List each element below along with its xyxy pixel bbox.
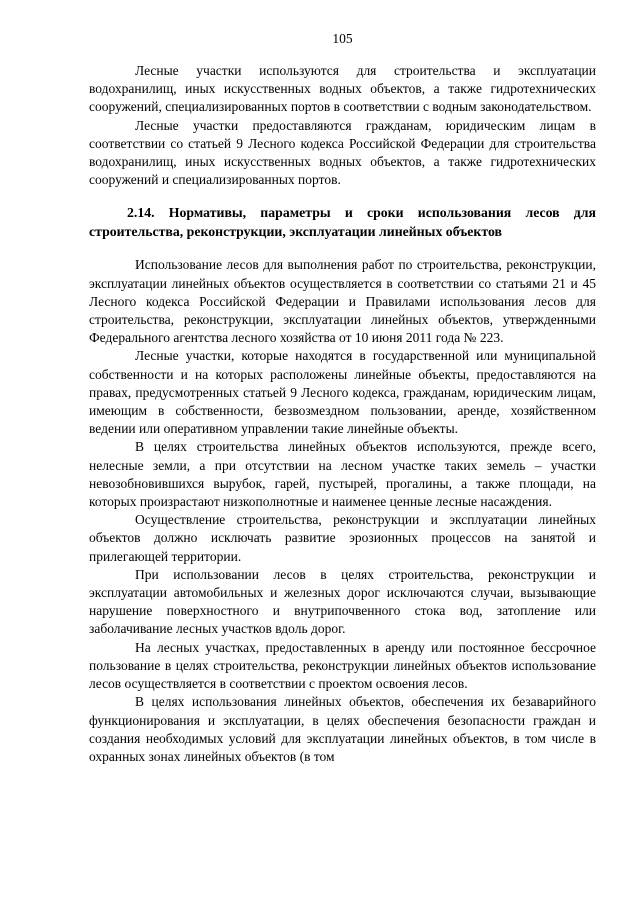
body-paragraph: Использование лесов для выполнения работ по строительства, реконструкции, эксплуатации линейных объектов осуществляется в соответствии со статьями 21 и 45 Лесного кодекса Российской Федерации и Правилами использования лесов для строительства, реконструкции, эксплуатации линейных объектов, утвержденными Федерального агентства лесного хозяйства от 10 июня 2011 года № 223. [89, 257, 596, 346]
body-paragraph: Лесные участки, которые находятся в государственной или муниципальной собственности и на которых расположены линейные объекты, предоставляются на правах, предусмотренных статьей 9 Лесного кодекса, гражданам, юридическим лицам, имеющим в собственности, безвозмездном пользовании, аренде, хозяйственном ведении или оперативном управлении такие линейные объекты. [89, 348, 596, 437]
document-page [89, 30, 596, 766]
body-paragraph: В целях строительства линейных объектов используются, прежде всего, нелесные земли, а при отсутствии на лесном участке таких земель – участки невозобновившихся вырубок, гарей, пустырей, прогалины, а также площади, на которых произрастают низкополнотные и наименее ценные лесные насаждения. [89, 439, 596, 510]
body-paragraph: На лесных участках, предоставленных в аренду или постоянное бессрочное пользование в целях строительства, реконструкции линейных объектов использование лесов осуществляется в соответствии с проектом освоения лесов. [89, 639, 596, 692]
body-paragraph: В целях использования линейных объектов, обеспечения их безаварийного функционирования и эксплуатации, в целях обеспечения безопасности граждан и создания необходимых условий для эксплуатации линейных объектов, в том числе в охранных зонах линейных объектов (в том [89, 694, 596, 764]
section-heading: 2.14. Нормативы, параметры и сроки использования лесов для строительства, реконструкции, эксплуатации линейных объектов [89, 205, 596, 240]
body-paragraph: Лесные участки предоставляются гражданам, юридическим лицам в соответствии со статьей 9 Лесного кодекса Российской Федерации для строительства водохранилищ, иных искусственных водных объектов, а также гидротехнических сооружений и специализированных портов. [89, 117, 596, 188]
body-paragraph: Лесные участки используются для строительства и эксплуатации водохранилищ, иных искусственных водных объектов, а также гидротехнических сооружений, специализированных портов в соответствии с водным законодательством. [89, 63, 596, 115]
page-number: 105 [332, 31, 353, 46]
body-paragraph: Осуществление строительства, реконструкции и эксплуатации линейных объектов должно исключать развитие эрозионных процессов на занятой и прилегающей территории. [89, 512, 596, 564]
body-paragraph: При использовании лесов в целях строительства, реконструкции и эксплуатации автомобильных и железных дорог исключаются случаи, вызывающие нарушение поверхностного и внутрипочвенного стока вод, затопление или заболачивание лесных участков вдоль дорог. [89, 566, 596, 637]
